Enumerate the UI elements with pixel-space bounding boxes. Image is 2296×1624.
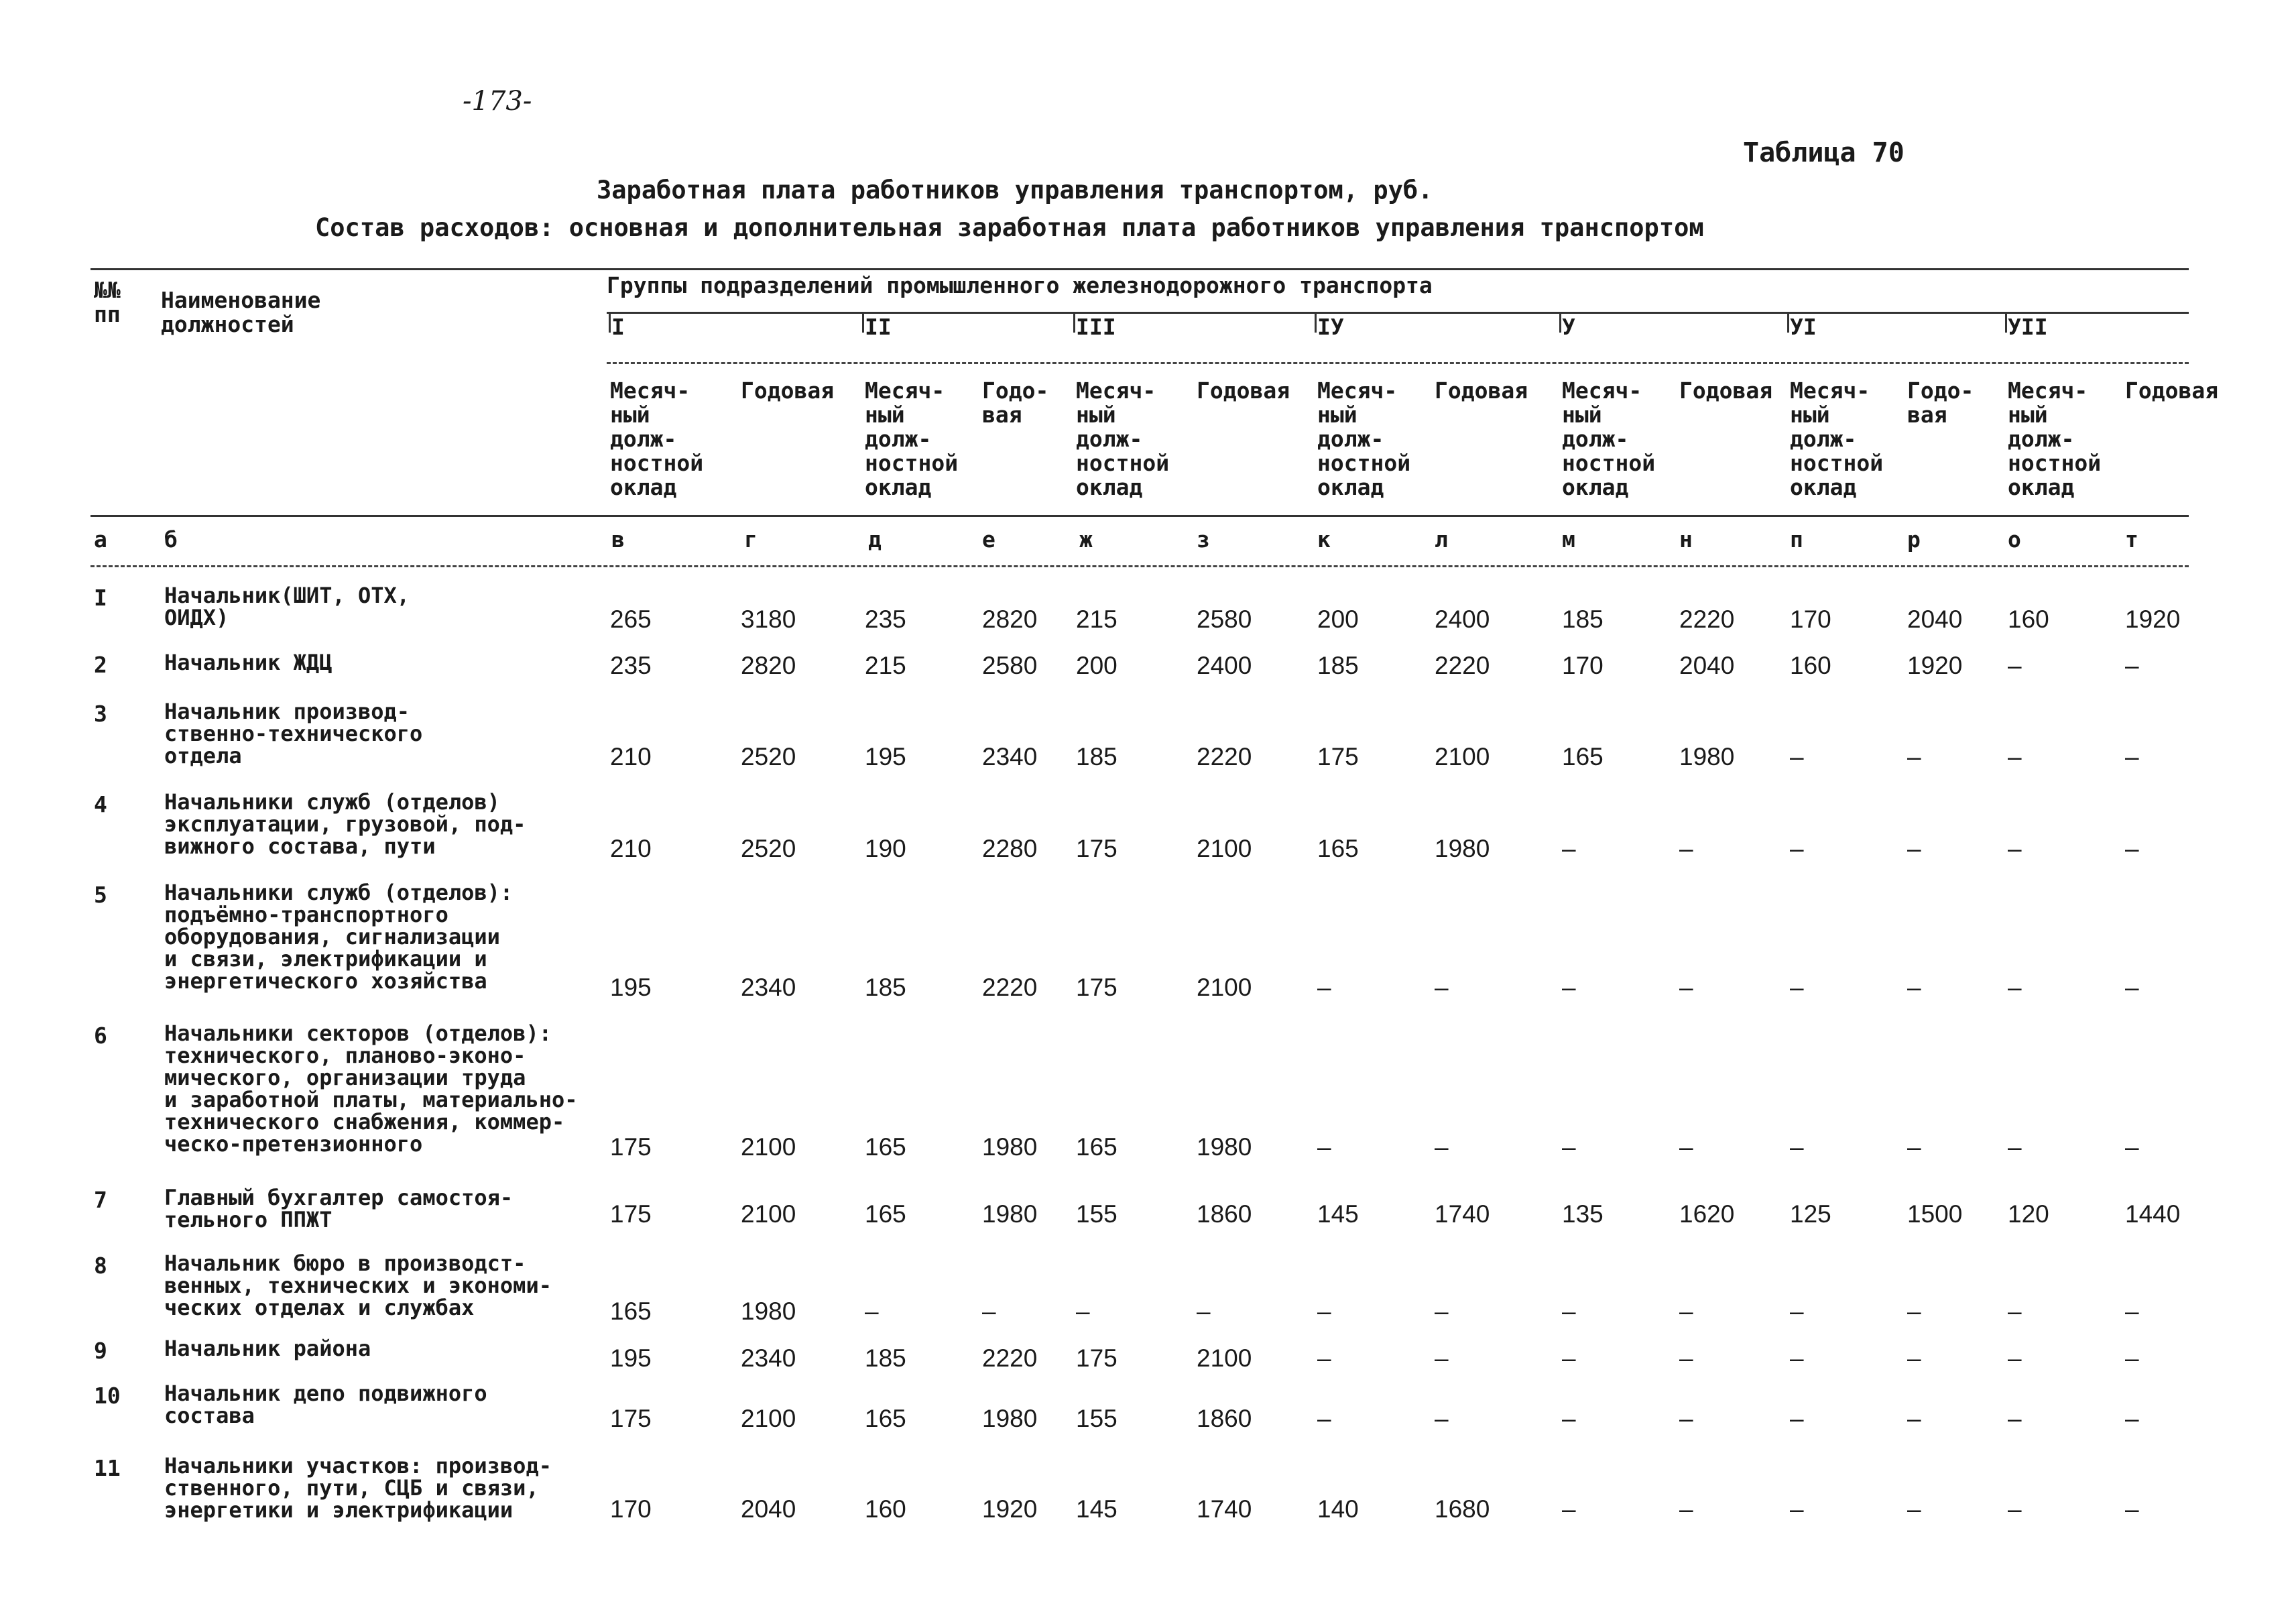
salary-cell: 175 [1317,743,1359,770]
position-name: Начальник района [164,1336,371,1361]
group-label: У [1562,314,1575,340]
salary-cell: – [1562,1133,1576,1161]
header-bottom-rule [90,515,2189,517]
salary-cell: – [1317,1133,1331,1161]
salary-cell: 1920 [982,1495,1038,1523]
group-tick [1315,312,1317,333]
salary-cell: – [1679,1133,1693,1161]
salary-cell: – [1679,835,1693,862]
salary-cell: – [982,1297,996,1325]
salary-cell: 185 [1317,652,1359,679]
salary-cell: 1440 [2125,1200,2181,1228]
salary-cell: 155 [1076,1200,1117,1228]
salary-cell: – [1435,1133,1449,1161]
salary-cell: 135 [1562,1200,1604,1228]
salary-cell: – [1317,1344,1331,1372]
salary-cell: – [2008,743,2022,770]
annual-salary-header: Годовая [1197,378,1290,404]
salary-cell: 1680 [1435,1495,1490,1523]
salary-cell: 2340 [741,1344,796,1372]
salary-cell: – [1435,1297,1449,1325]
group-label: IУ [1317,314,1344,340]
salary-cell: 165 [1317,835,1359,862]
salary-cell: 2580 [1197,605,1252,633]
group-tick [2005,312,2007,333]
row-number: 6 [94,1023,107,1049]
salary-cell: 195 [865,743,906,770]
row-number: 4 [94,791,107,817]
salary-cell: 1980 [1197,1133,1252,1161]
column-letter: е [982,526,995,553]
salary-cell: 235 [610,652,652,679]
salary-cell: – [2125,835,2139,862]
salary-cell: – [1790,743,1804,770]
annual-salary-header: Годо- вая [1907,378,1974,428]
column-letter: м [1562,526,1575,553]
salary-cell: 175 [1076,835,1117,862]
salary-cell: 140 [1317,1495,1359,1523]
salary-cell: – [1907,743,1921,770]
salary-cell: – [1907,1133,1921,1161]
salary-cell: 1980 [1679,743,1735,770]
salary-cell: 195 [610,974,652,1001]
salary-cell: 2100 [1197,835,1252,862]
salary-cell: 165 [865,1405,906,1432]
salary-cell: 185 [865,974,906,1001]
salary-cell: – [1562,835,1576,862]
salary-cell: – [2125,1133,2139,1161]
group-tick [862,312,864,333]
salary-cell: 1980 [982,1133,1038,1161]
salary-cell: – [1790,974,1804,1001]
salary-cell: 3180 [741,605,796,633]
column-letter: к [1317,526,1331,553]
group-rule [607,312,2189,314]
column-letter: о [2008,526,2021,553]
salary-cell: 2100 [741,1133,796,1161]
salary-cell: 2100 [1197,1344,1252,1372]
position-name: Начальник депо подвижного состава [164,1381,487,1428]
salary-cell: 185 [1076,743,1117,770]
salary-cell: – [1790,1344,1804,1372]
salary-cell: – [1076,1297,1090,1325]
salary-cell: 165 [1562,743,1604,770]
salary-cell: 2400 [1435,605,1490,633]
column-letter: п [1790,526,1803,553]
position-name: Начальники секторов (отделов): технического, планово-эконо- мического, организации труда и заработной платы, материально- технического снабжения, коммер- ческо-претензионного [164,1021,578,1157]
salary-cell: 1980 [982,1405,1038,1432]
monthly-salary-header: Месяч- ный долж- ностной оклад [1790,378,1884,500]
salary-cell: 1920 [2125,605,2181,633]
salary-cell: 2100 [741,1405,796,1432]
salary-cell: 2340 [741,974,796,1001]
monthly-salary-header: Месяч- ный долж- ностной оклад [610,378,704,500]
salary-cell: 2040 [741,1495,796,1523]
salary-cell: 2220 [1679,605,1735,633]
salary-cell: 170 [1790,605,1831,633]
monthly-salary-header: Месяч- ный долж- ностной оклад [1562,378,1656,500]
salary-cell: – [1679,974,1693,1001]
annual-salary-header: Годовая [2125,378,2219,404]
monthly-salary-header: Месяч- ный долж- ностной оклад [1076,378,1170,500]
salary-cell: – [2008,974,2022,1001]
table-top-rule [90,268,2189,270]
salary-cell: 2820 [982,605,1038,633]
salary-cell: 185 [865,1344,906,1372]
salary-cell: 2220 [982,974,1038,1001]
group-label: УII [2008,314,2048,340]
annual-salary-header: Годовая [741,378,835,404]
salary-cell: 2280 [982,835,1038,862]
salary-cell: – [2008,835,2022,862]
salary-cell: 175 [610,1405,652,1432]
salary-cell: 2040 [1679,652,1735,679]
salary-cell: – [1679,1344,1693,1372]
salary-cell: – [2125,1297,2139,1325]
salary-cell: 1980 [982,1200,1038,1228]
page-number: -173- [463,86,532,117]
salary-cell: 165 [865,1200,906,1228]
salary-cell: 2400 [1197,652,1252,679]
column-letter: г [744,526,758,553]
table-title: Заработная плата работников управления транспортом, руб. [597,176,1433,205]
position-name: Начальники служб (отделов) эксплуатации, грузовой, под- вижного состава, пути [164,789,526,859]
salary-cell: 2520 [741,743,796,770]
salary-cell: – [1907,1297,1921,1325]
salary-cell: – [1317,1405,1331,1432]
salary-cell: – [1907,1495,1921,1523]
group-label: I [611,314,625,340]
salary-cell: 265 [610,605,652,633]
salary-cell: – [1790,1297,1804,1325]
salary-cell: 175 [1076,1344,1117,1372]
salary-cell: – [2008,1495,2022,1523]
salary-cell: 145 [1317,1200,1359,1228]
table-subtitle: Состав расходов: основная и дополнительная заработная плата работников управления транспортом [315,213,1704,242]
salary-cell: 185 [1562,605,1604,633]
salary-cell: – [1907,1405,1921,1432]
salary-cell: 235 [865,605,906,633]
salary-cell: 190 [865,835,906,862]
position-name: Начальник(ШИТ, ОТХ, ОИДХ) [164,583,410,630]
salary-cell: 175 [610,1133,652,1161]
position-name: Главный бухгалтер самостоя- тельного ППЖТ [164,1185,513,1232]
salary-cell: 1920 [1907,652,1963,679]
row-number: 10 [94,1383,121,1409]
salary-cell: – [1679,1495,1693,1523]
salary-cell: – [1907,1344,1921,1372]
column-letter: н [1679,526,1693,553]
letters-bottom-rule [90,565,2189,567]
salary-cell: 165 [610,1297,652,1325]
salary-cell: 1860 [1197,1405,1252,1432]
salary-cell: – [2125,974,2139,1001]
row-number: 3 [94,701,107,727]
column-letter: л [1435,526,1448,553]
salary-cell: 2340 [982,743,1038,770]
column-letter: в [611,526,625,553]
salary-cell: 215 [1076,605,1117,633]
column-letter: з [1197,526,1210,553]
salary-cell: 120 [2008,1200,2049,1228]
salary-cell: 1860 [1197,1200,1252,1228]
salary-cell: – [1435,974,1449,1001]
salary-cell: – [2125,1405,2139,1432]
salary-cell: 1500 [1907,1200,1963,1228]
salary-cell: – [1790,1405,1804,1432]
salary-cell: – [2125,652,2139,679]
row-number: 8 [94,1253,107,1279]
salary-cell: – [865,1297,879,1325]
annual-salary-header: Годовая [1679,378,1773,404]
salary-cell: 1980 [741,1297,796,1325]
salary-cell: 170 [1562,652,1604,679]
annual-salary-header: Годо- вая [982,378,1049,428]
salary-cell: – [1435,1405,1449,1432]
salary-cell: – [1679,1405,1693,1432]
salary-cell: – [1317,974,1331,1001]
col-name-header: Наименование должностей [161,287,321,337]
annual-salary-header: Годовая [1435,378,1528,404]
salary-cell: – [1679,1297,1693,1325]
col-num-header: №№ пп [94,277,121,327]
salary-cell: 155 [1076,1405,1117,1432]
salary-cell: – [2125,1344,2139,1372]
column-letter: б [164,526,178,553]
salary-cell: 2520 [741,835,796,862]
salary-cell: – [1907,974,1921,1001]
position-name: Начальники участков: производ- ственного, пути, СЦБ и связи, энергетики и электрификации [164,1453,552,1523]
salary-cell: – [1562,1495,1576,1523]
salary-cell: 175 [1076,974,1117,1001]
salary-cell: 2220 [1197,743,1252,770]
groups-title: Группы подразделений промышленного железнодорожного транспорта [607,272,1433,298]
column-letter: т [2125,526,2138,553]
column-letter: р [1907,526,1921,553]
salary-cell: 215 [865,652,906,679]
salary-cell: 160 [1790,652,1831,679]
column-letter: д [868,526,882,553]
group-tick [1559,312,1561,333]
salary-cell: 160 [2008,605,2049,633]
salary-cell: 125 [1790,1200,1831,1228]
column-letter: а [94,526,107,553]
position-name: Начальник бюро в производст- венных, технических и экономи- ческих отделах и службах [164,1251,552,1320]
monthly-salary-header: Месяч- ный долж- ностной оклад [865,378,959,500]
salary-cell: 210 [610,835,652,862]
column-letter: ж [1079,526,1093,553]
row-number: 7 [94,1187,107,1213]
salary-cell: – [1562,974,1576,1001]
group-label: III [1076,314,1116,340]
subheader-rule [607,362,2189,364]
row-number: I [94,585,107,611]
salary-cell: – [1562,1297,1576,1325]
salary-cell: 2220 [982,1344,1038,1372]
salary-cell: – [2008,652,2022,679]
salary-cell: 1740 [1197,1495,1252,1523]
salary-cell: 170 [610,1495,652,1523]
salary-cell: – [2008,1297,2022,1325]
salary-cell: – [1317,1297,1331,1325]
salary-cell: – [1907,835,1921,862]
row-number: 11 [94,1455,121,1481]
group-tick [1073,312,1075,333]
salary-cell: 165 [1076,1133,1117,1161]
row-number: 9 [94,1338,107,1364]
salary-cell: – [2008,1133,2022,1161]
salary-cell: – [1562,1405,1576,1432]
salary-cell: 1620 [1679,1200,1735,1228]
position-name: Начальник производ- ственно-технического отдела [164,699,423,768]
position-name: Начальник ЖДЦ [164,650,333,675]
salary-cell: – [1435,1344,1449,1372]
salary-cell: 175 [610,1200,652,1228]
row-number: 5 [94,882,107,908]
salary-cell: 200 [1076,652,1117,679]
salary-cell: – [1790,1133,1804,1161]
group-tick [609,312,611,333]
salary-cell: – [2125,743,2139,770]
salary-cell: – [2125,1495,2139,1523]
salary-cell: 2820 [741,652,796,679]
salary-cell: 160 [865,1495,906,1523]
salary-cell: – [1562,1344,1576,1372]
salary-cell: 1980 [1435,835,1490,862]
salary-cell: 2100 [741,1200,796,1228]
group-label: II [865,314,892,340]
salary-cell: – [1197,1297,1211,1325]
salary-cell: 145 [1076,1495,1117,1523]
salary-cell: 1740 [1435,1200,1490,1228]
salary-cell: 2100 [1435,743,1490,770]
salary-cell: 2580 [982,652,1038,679]
position-name: Начальники служб (отделов): подъёмно-транспортного оборудования, сигнализации и связи, электрификации и энергетического хозяйства [164,880,513,994]
monthly-salary-header: Месяч- ный долж- ностной оклад [1317,378,1411,500]
row-number: 2 [94,652,107,678]
group-tick [1787,312,1789,333]
salary-cell: 200 [1317,605,1359,633]
salary-cell: 210 [610,743,652,770]
salary-cell: 2220 [1435,652,1490,679]
salary-cell: – [2008,1344,2022,1372]
salary-cell: 2040 [1907,605,1963,633]
salary-cell: – [1790,835,1804,862]
salary-cell: 165 [865,1133,906,1161]
salary-cell: – [2008,1405,2022,1432]
salary-cell: – [1790,1495,1804,1523]
salary-cell: 2100 [1197,974,1252,1001]
table-label: Таблица 70 [1743,137,1905,168]
group-label: УI [1790,314,1817,340]
monthly-salary-header: Месяч- ный долж- ностной оклад [2008,378,2102,500]
salary-cell: 195 [610,1344,652,1372]
